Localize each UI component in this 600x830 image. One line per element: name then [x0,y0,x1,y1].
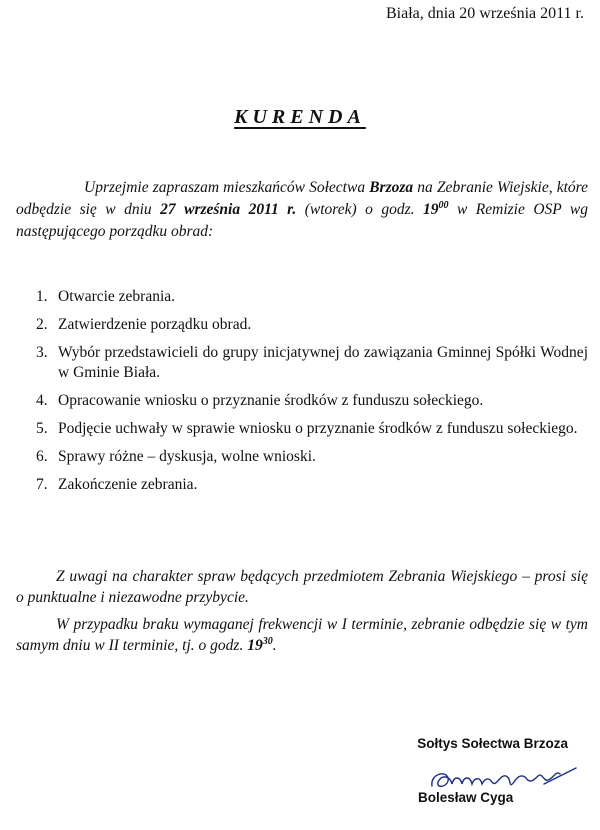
meeting-time: $19^{00}$ [423,199,449,218]
village-name: Brzoza [369,179,414,196]
invitation-paragraph: Uprzejmie zapraszam mieszkańców Sołectwa Brzoza na Zebranie Wiejskie, które odbędzie się w dniu 27 września 2011 r. (wtorek) o godz. $19^{00}$ w Remizie OSP wg następującego porządku obrad: [16,179,589,240]
agenda-item: 4. Opracowanie wniosku o przyznanie środków z funduszu sołeckiego. [36,392,484,409]
document-title: KURENDA [234,106,366,128]
agenda-item: 5. Podjęcie uchwały w sprawie wniosku o przyznanie środków z funduszu sołeckiego. [36,420,578,437]
second-term-note: W przypadku braku wymaganej frekwencji w I terminie, zebranie odbędzie się w tym samym dniu w II terminie, tj. o godz. $19^{30}$. [16,616,588,654]
meeting-date: 27 września 2011 r. [160,201,297,218]
document-date: Biała, dnia 20 września 2011 r. [385,5,584,22]
agenda-list [16,287,588,503]
agenda-item: 3. Wybór przedstawicieli do grupy inicjatywnej do zawiązania Gminnej Spółki Wodnej w Gminie Biała. [36,344,588,381]
agenda-item: 6. Sprawy różne – dyskusja, wolne wnioski. [36,448,316,465]
agenda-item: 1. Otwarcie zebrania. [36,288,176,305]
agenda-item: 2. Zatwierdzenie porządku obrad. [36,316,252,333]
agenda-item: 7. Zakończenie zebrania. [36,476,198,493]
signatory-title: Sołtys Sołectwa Brzoza [417,736,568,751]
punctuality-note: Z uwagi na charakter spraw będących przedmiotem Zebrania Wiejskiego – prosi się o punktualne i niezawodne przybycie. [16,568,588,606]
second-term-time: $19^{30}$ [247,635,273,654]
signatory-name: Bolesław Cyga [418,790,514,805]
